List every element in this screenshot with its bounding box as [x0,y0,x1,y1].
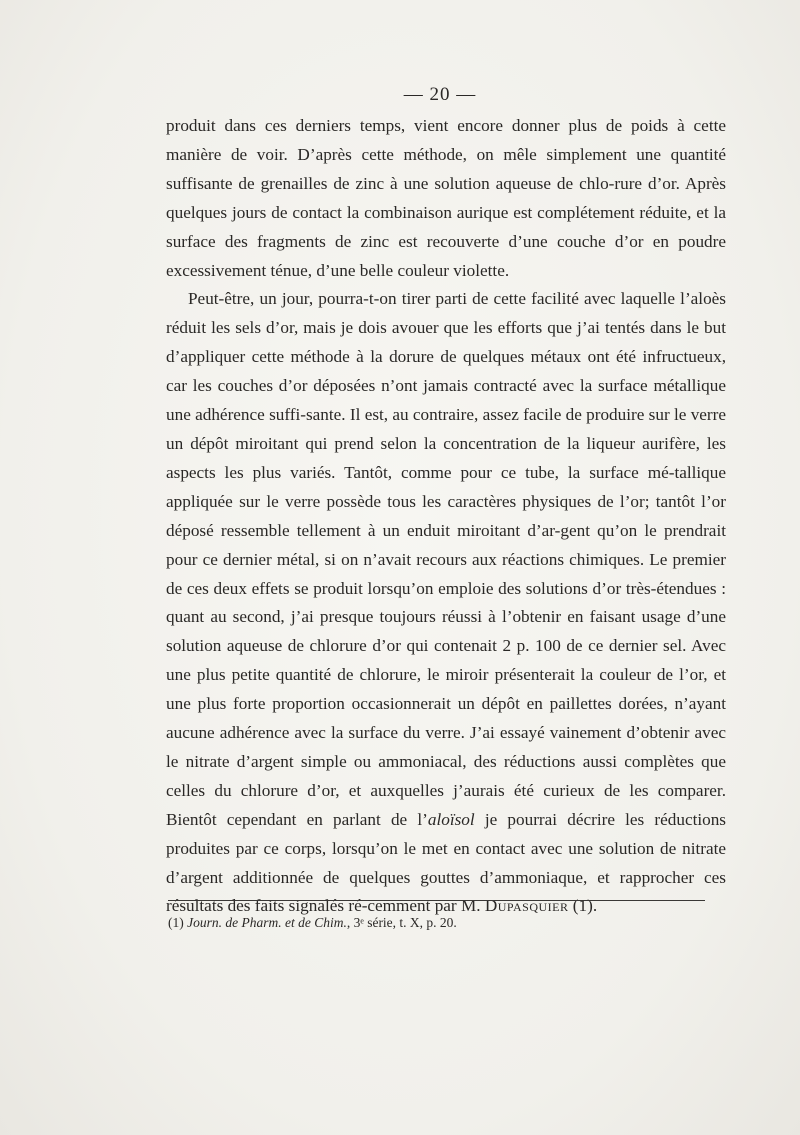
paragraph-1: produit dans ces derniers temps, vient encore donner plus de poids à cette manière de voir. D’après cette méthode, on mêle simplement une quantité suffisante de grenailles de zinc à une solution aqueuse de chlo-rure d’or. Après quelques jours de contact la combinaison aurique est complétement réduite, et la surface des fragments de zinc est recouverte d’une couche d’or en poudre excessivement ténue, d’une belle couleur violette. [166,116,726,280]
paragraph-2-text-end: (1). [568,896,598,916]
paragraph-2 [166,285,726,921]
footnote-divider [168,900,705,901]
page-number: — 20 — [403,84,477,105]
footnote-details: , 3ᵉ série, t. X, p. 20. [346,915,457,930]
paragraph-2-text-middle: je pourrai décrire les réductions produites par ce corps, lorsqu’on le met en contact avec une solution de nitrate d’argent additionnée de quelques gouttes d’ammoniaque, et rapprocher ces résultats des faits signalés ré-cemment par M. [166,809,726,916]
footnote-marker: (1) [168,915,184,930]
italic-term: aloïsol [427,809,475,829]
footnote [168,914,728,932]
body-text [166,112,726,921]
footnote-journal: Journ. de Pharm. et de Chim. [187,915,347,930]
author-name: Dupasquier [484,896,569,916]
paragraph-2-text-start: Peut-être, un jour, pourra-t-on tirer parti de cette facilité avec laquelle l’aloès réduit les sels d’or, mais je dois avouer que les efforts que j’ai tentés dans le but d’appliquer cette méthode à la dorure de quelques métaux ont été infructueux, car les couches d’or déposées n’ont jamais contracté avec la surface métallique une adhérence suffi-sante. Il est, au contraire, assez facile de produire sur le verre un dépôt miroitant qui prend selon la concentration de la liqueur aurifère, les aspects les plus variés. Tantôt, comme pour ce tube, la surface mé-tallique appliquée sur le verre possède tous les caractères physiques de l’or; tantôt l’or déposé ressemble tellement à un enduit miroitant d’ar-gent qu’on le prendrait pour ce dernier métal, si on n’avait recours aux réactions chimiques. Le premier de ces deux effets se produit lorsqu’on emploie des solutions d’or très-étendues : quant au second, j’ai presque toujours réussi à l’obtenir en faisant usage d’une solution aqueuse de chlorure d’or qui contenait 2 p. 100 de ce dernier sel. Avec une plus petite quantité de chlorure, le miroir présenterait la couleur de l’or, et une plus forte proportion occasionnerait un dépôt en paillettes dorées, n’ayant aucune adhérence avec la surface du verre. J’ai essayé vainement d’obtenir avec le nitrate d’argent simple ou ammoniacal, des réductions aussi complètes que celles du chlorure d’or, et auxquelles j’aurais été curieux de les comparer. Bientôt cependant en parlant de l’ [166,289,726,829]
